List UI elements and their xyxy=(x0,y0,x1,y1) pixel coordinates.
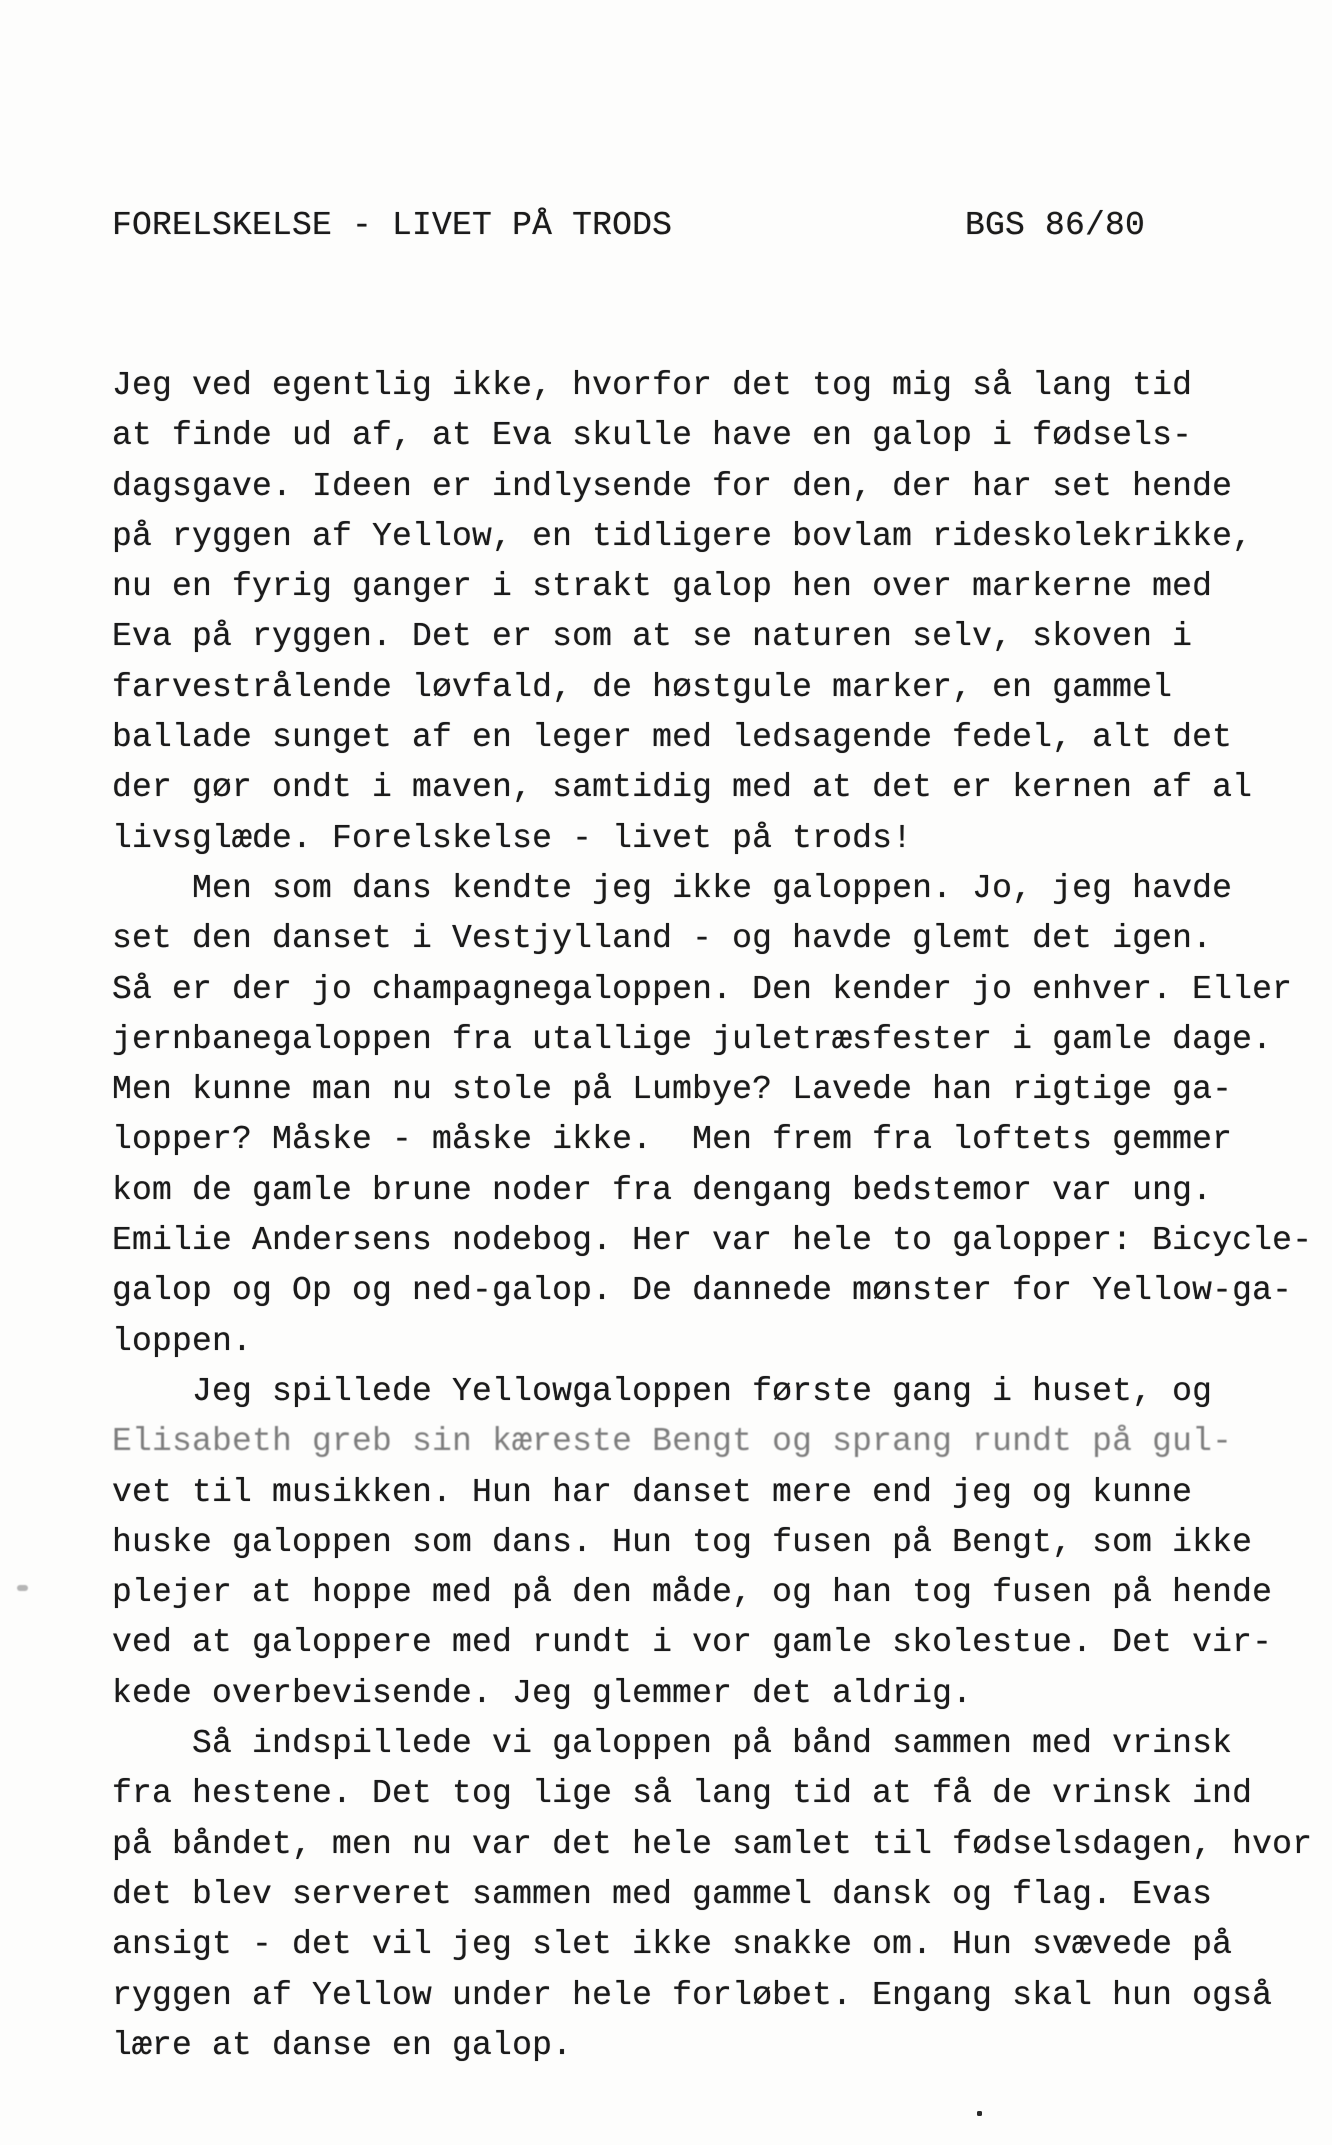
text-line: jernbanegaloppen fra utallige juletræsfester i gamle dage. xyxy=(112,1020,1273,1058)
text-line: ansigt - det vil jeg slet ikke snakke om. Hun svævede på xyxy=(112,1926,1233,1964)
text-line: Jeg spillede Yellowgaloppen første gang i huset, og xyxy=(112,1372,1213,1410)
text-line: farvestrålende løvfald, de høstgule marker, en gammel xyxy=(112,668,1173,706)
text-line: Eva på ryggen. Det er som at se naturen selv, skoven i xyxy=(112,618,1193,656)
text-line: Jeg ved egentlig ikke, hvorfor det tog mig så lang tid xyxy=(112,367,1193,404)
document-reference: BGS 86/80 xyxy=(965,207,1146,244)
text-line: loppen. xyxy=(112,1322,253,1360)
text-line: Så er der jo champagnegaloppen. Den kender jo enhver. Eller xyxy=(112,970,1293,1008)
text-line: lopper? Måske - måske ikke. Men frem fra loftets gemmer xyxy=(112,1121,1233,1159)
text-line: fra hestene. Det tog lige så lang tid at få de vrinsk ind xyxy=(112,1775,1253,1813)
text-line: Emilie Andersens nodebog. Her var hele to galopper: Bicycle- xyxy=(112,1222,1313,1260)
text-line: lære at danse en galop. xyxy=(112,2026,573,2064)
text-line: livsglæde. Forelskelse - livet på trods! xyxy=(112,819,913,857)
text-line: at finde ud af, at Eva skulle have en galop i fødsels- xyxy=(112,417,1193,455)
text-line: galop og Op og ned-galop. De dannede mønster for Yellow-ga- xyxy=(112,1272,1293,1310)
text-line: kom de gamle brune noder fra dengang bedstemor var ung. xyxy=(112,1171,1213,1209)
text-line: huske galoppen som dans. Hun tog fusen på Bengt, som ikke xyxy=(112,1523,1253,1561)
text-line: set den danset i Vestjylland - og havde glemt det igen. xyxy=(112,920,1213,958)
text-line: på ryggen af Yellow, en tidligere bovlam rideskolekrikke, xyxy=(112,517,1253,555)
text-line: vet til musikken. Hun har danset mere end jeg og kunne xyxy=(112,1473,1193,1511)
text-line: kede overbevisende. Jeg glemmer det aldrig. xyxy=(112,1674,973,1712)
text-line: Men kunne man nu stole på Lumbye? Lavede han rigtige ga- xyxy=(112,1071,1233,1109)
text-line: Men som dans kendte jeg ikke galoppen. Jo, jeg havde xyxy=(112,869,1233,907)
text-line: dagsgave. Ideen er indlysende for den, der har set hende xyxy=(112,467,1233,505)
stray-ink-dot xyxy=(977,2111,982,2116)
text-line: på båndet, men nu var det hele samlet til fødselsdagen, hvor xyxy=(112,1825,1313,1863)
stray-pencil-mark xyxy=(17,1585,28,1591)
text-line-faded: Elisabeth greb sin kæreste Bengt og sprang rundt på gul- xyxy=(112,1423,1233,1461)
text-line: Så indspillede vi galoppen på bånd sammen med vrinsk xyxy=(112,1725,1233,1763)
text-line: plejer at hoppe med på den måde, og han tog fusen på hende xyxy=(112,1574,1273,1612)
text-line: nu en fyrig ganger i strakt galop hen over markerne med xyxy=(112,568,1213,606)
text-line: ved at galoppere med rundt i vor gamle skolestue. Det vir- xyxy=(112,1624,1273,1662)
text-line: ryggen af Yellow under hele forløbet. Engang skal hun også xyxy=(112,1976,1273,2014)
text-line: der gør ondt i maven, samtidig med at det er kernen af al xyxy=(112,769,1253,807)
text-line: det blev serveret sammen med gammel dansk og flag. Evas xyxy=(112,1875,1213,1913)
page-title: FORELSKELSE - LIVET PÅ TRODS xyxy=(112,207,673,244)
document-body xyxy=(112,361,1332,2071)
text-line: ballade sunget af en leger med ledsagende fedel, alt det xyxy=(112,719,1233,757)
